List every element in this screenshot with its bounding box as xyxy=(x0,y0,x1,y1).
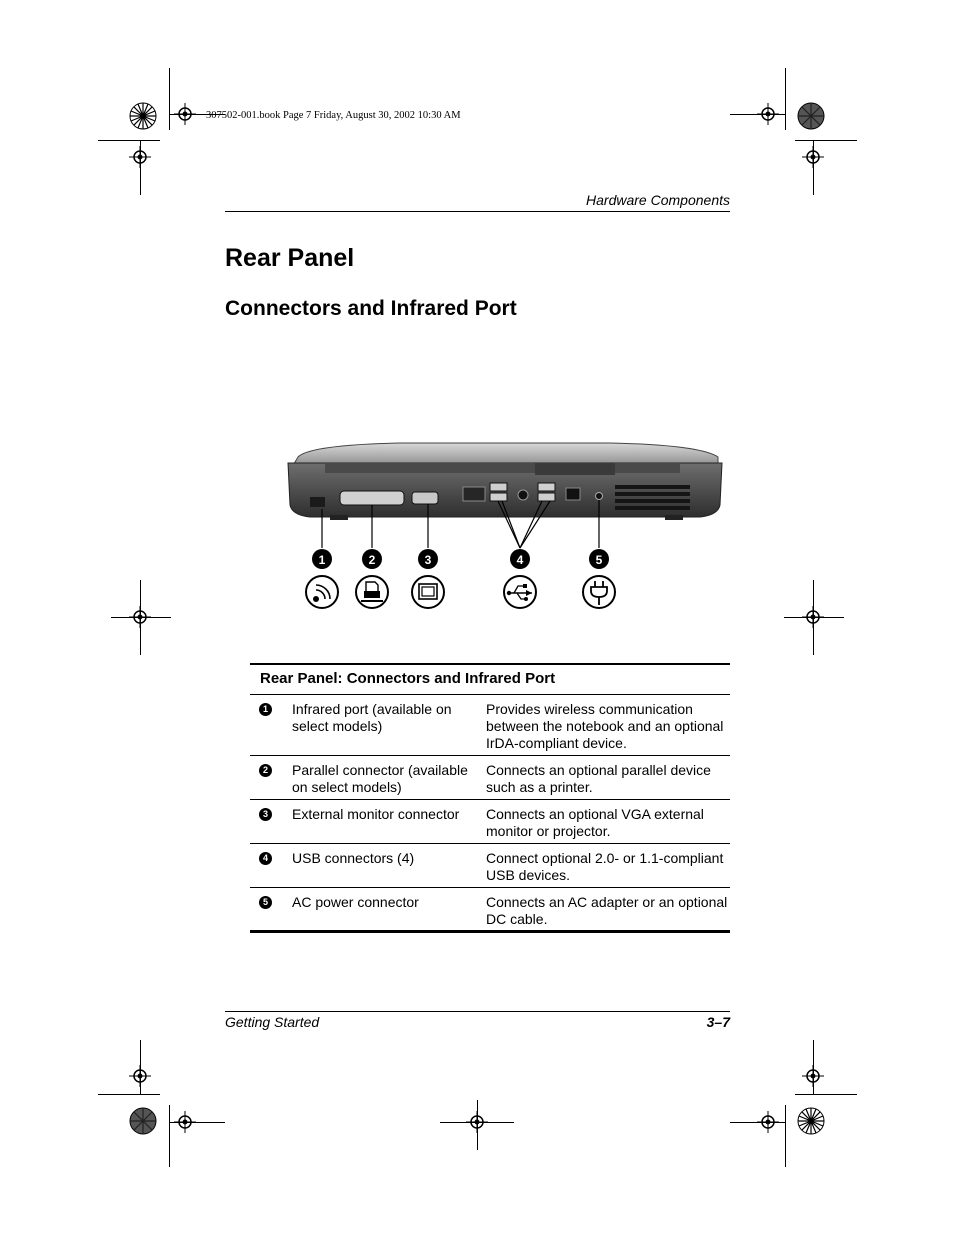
registration-mark-icon xyxy=(802,606,824,628)
svg-text:3: 3 xyxy=(424,553,432,567)
row-number: 2 xyxy=(259,764,272,777)
svg-text:1: 1 xyxy=(318,553,326,567)
registration-mark-icon xyxy=(757,1111,779,1133)
table-row xyxy=(250,694,730,755)
running-head: Hardware Components xyxy=(586,192,730,208)
section-heading: Connectors and Infrared Port xyxy=(225,297,517,320)
registration-mark-icon xyxy=(129,146,151,168)
row-number: 5 xyxy=(259,896,272,909)
power-plug-icon xyxy=(583,576,615,608)
book-slug-line: 307502-001.book Page 7 Friday, August 30, 2002 10:30 AM xyxy=(206,110,461,121)
page-title: Rear Panel xyxy=(225,244,355,272)
table-row xyxy=(250,799,730,843)
table-bottom-rule xyxy=(250,930,730,933)
table-row xyxy=(250,843,730,887)
footer-rule xyxy=(225,1011,730,1012)
footer-book-title: Getting Started xyxy=(225,1014,320,1030)
registration-mark-icon xyxy=(757,103,779,125)
component-description: Connect optional 2.0- or 1.1-compliant USB devices. xyxy=(486,850,724,883)
star-target-icon xyxy=(797,102,825,130)
monitor-icon xyxy=(412,576,444,608)
component-name: Infrared port (available on select models) xyxy=(292,701,452,734)
rear-panel-figure xyxy=(280,425,730,620)
star-target-icon xyxy=(129,1107,157,1135)
components-table xyxy=(250,663,730,933)
component-name: External monitor connector xyxy=(292,806,460,822)
row-number: 1 xyxy=(259,703,272,716)
callout-1 xyxy=(312,549,332,569)
component-description: Connects an AC adapter or an optional DC cable. xyxy=(486,894,728,927)
star-target-icon xyxy=(129,102,157,130)
registration-mark-icon xyxy=(174,103,196,125)
table-row xyxy=(250,887,730,930)
page-number: 3–7 xyxy=(706,1014,730,1030)
registration-mark-icon xyxy=(174,1111,196,1133)
component-description: Connects an optional VGA external monitor or projector. xyxy=(486,806,704,839)
component-description: Connects an optional parallel device such as a printer. xyxy=(486,762,711,795)
component-name: USB connectors (4) xyxy=(292,850,415,866)
svg-text:2: 2 xyxy=(368,553,376,567)
row-number: 3 xyxy=(259,808,272,821)
component-description: Provides wireless communication between the notebook and an optional IrDA-compliant device. xyxy=(486,701,724,751)
usb-icon xyxy=(504,576,536,608)
registration-mark-icon xyxy=(466,1111,488,1133)
row-number: 4 xyxy=(259,852,272,865)
star-target-icon xyxy=(797,1107,825,1135)
registration-mark-icon xyxy=(802,146,824,168)
parallel-printer-icon xyxy=(356,576,388,608)
table-caption: Rear Panel: Connectors and Infrared Port xyxy=(260,670,556,687)
callout-3 xyxy=(418,549,438,569)
callout-2 xyxy=(362,549,382,569)
registration-mark-icon xyxy=(129,1065,151,1087)
callout-5 xyxy=(589,549,609,569)
header-rule xyxy=(225,211,730,212)
registration-mark-icon xyxy=(802,1065,824,1087)
svg-text:4: 4 xyxy=(516,553,524,567)
svg-text:5: 5 xyxy=(595,553,603,567)
table-row xyxy=(250,755,730,799)
callout-4 xyxy=(510,549,530,569)
component-name: Parallel connector (available on select models) xyxy=(292,762,468,795)
infrared-icon xyxy=(306,576,338,608)
registration-mark-icon xyxy=(129,606,151,628)
component-name: AC power connector xyxy=(292,894,419,910)
